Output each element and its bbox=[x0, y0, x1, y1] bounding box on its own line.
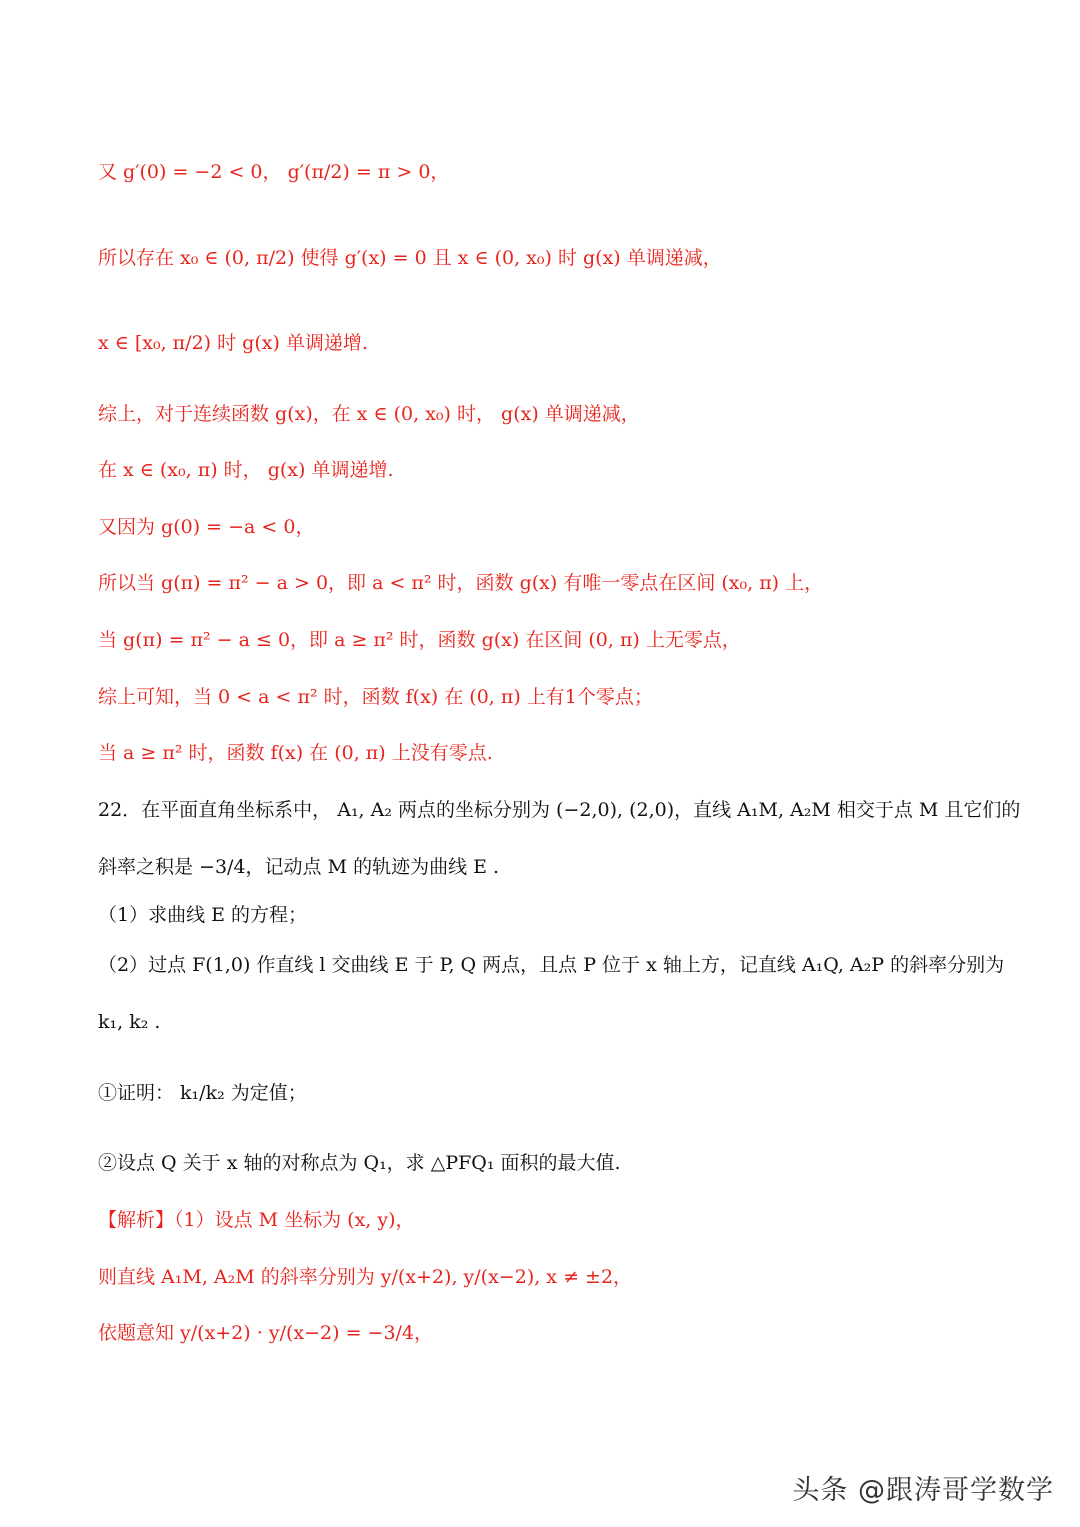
watermark: 头条 @跟涛哥学数学 bbox=[792, 1475, 1054, 1506]
problem-22-statement: 22．在平面直角坐标系中， A₁, A₂ 两点的坐标分别为 (−2,0), (2,0)，直线 A₁M, A₂M 相交于点 M 且它们的 bbox=[98, 799, 1021, 821]
text-line-2: 所以存在 x₀ ∈ (0, π/2) 使得 g′(x) = 0 且 x ∈ (0, x₀) 时 g(x) 单调递减， bbox=[98, 247, 722, 269]
problem-22-statement-cont: 斜率之积是 −3/4，记动点 M 的轨迹为曲线 E . bbox=[98, 856, 500, 878]
text-line-6: 又因为 g(0) = −a < 0， bbox=[98, 516, 315, 538]
problem-22-part-2-sub-1: ①证明： k₁/k₂ 为定值； bbox=[98, 1082, 307, 1104]
text-line-9: 综上可知，当 0 < a < π² 时，函数 f(x) 在 (0, π) 上有1个零点； bbox=[98, 686, 653, 708]
solution-line-2: 则直线 A₁M, A₂M 的斜率分别为 y/(x+2), y/(x−2), x ≠ ±2， bbox=[98, 1266, 633, 1288]
text-line-3: x ∈ [x₀, π/2) 时 g(x) 单调递增. bbox=[98, 332, 368, 354]
problem-22-part-2-cont: k₁, k₂ . bbox=[98, 1011, 161, 1033]
solution-line-3: 依题意知 y/(x+2) · y/(x−2) = −3/4， bbox=[98, 1322, 434, 1344]
problem-22-part-2-sub-2: ②设点 Q 关于 x 轴的对称点为 Q₁，求 △PFQ₁ 面积的最大值. bbox=[98, 1152, 621, 1174]
problem-22-part-2: （2）过点 F(1,0) 作直线 l 交曲线 E 于 P, Q 两点，且点 P 位于 x 轴上方，记直线 A₁Q, A₂P 的斜率分别为 bbox=[98, 954, 1005, 976]
text-line-5: 在 x ∈ (x₀, π) 时， g(x) 单调递增. bbox=[98, 459, 394, 481]
text-line-4: 综上，对于连续函数 g(x)，在 x ∈ (0, x₀) 时， g(x) 单调递减， bbox=[98, 403, 640, 425]
solution-heading: 【解析】（1）设点 M 坐标为 (x, y)， bbox=[98, 1209, 415, 1231]
text-line-10: 当 a ≥ π² 时，函数 f(x) 在 (0, π) 上没有零点. bbox=[98, 742, 493, 764]
text-line-8: 当 g(π) = π² − a ≤ 0，即 a ≥ π² 时，函数 g(x) 在区间 (0, π) 上无零点， bbox=[98, 629, 741, 651]
text-line-7: 所以当 g(π) = π² − a > 0，即 a < π² 时，函数 g(x) 有唯一零点在区间 (x₀, π) 上， bbox=[98, 572, 824, 594]
problem-22-part-1: （1）求曲线 E 的方程； bbox=[98, 904, 308, 926]
text-line-1: 又 g′(0) = −2 < 0， g′(π/2) = π > 0， bbox=[98, 161, 450, 183]
